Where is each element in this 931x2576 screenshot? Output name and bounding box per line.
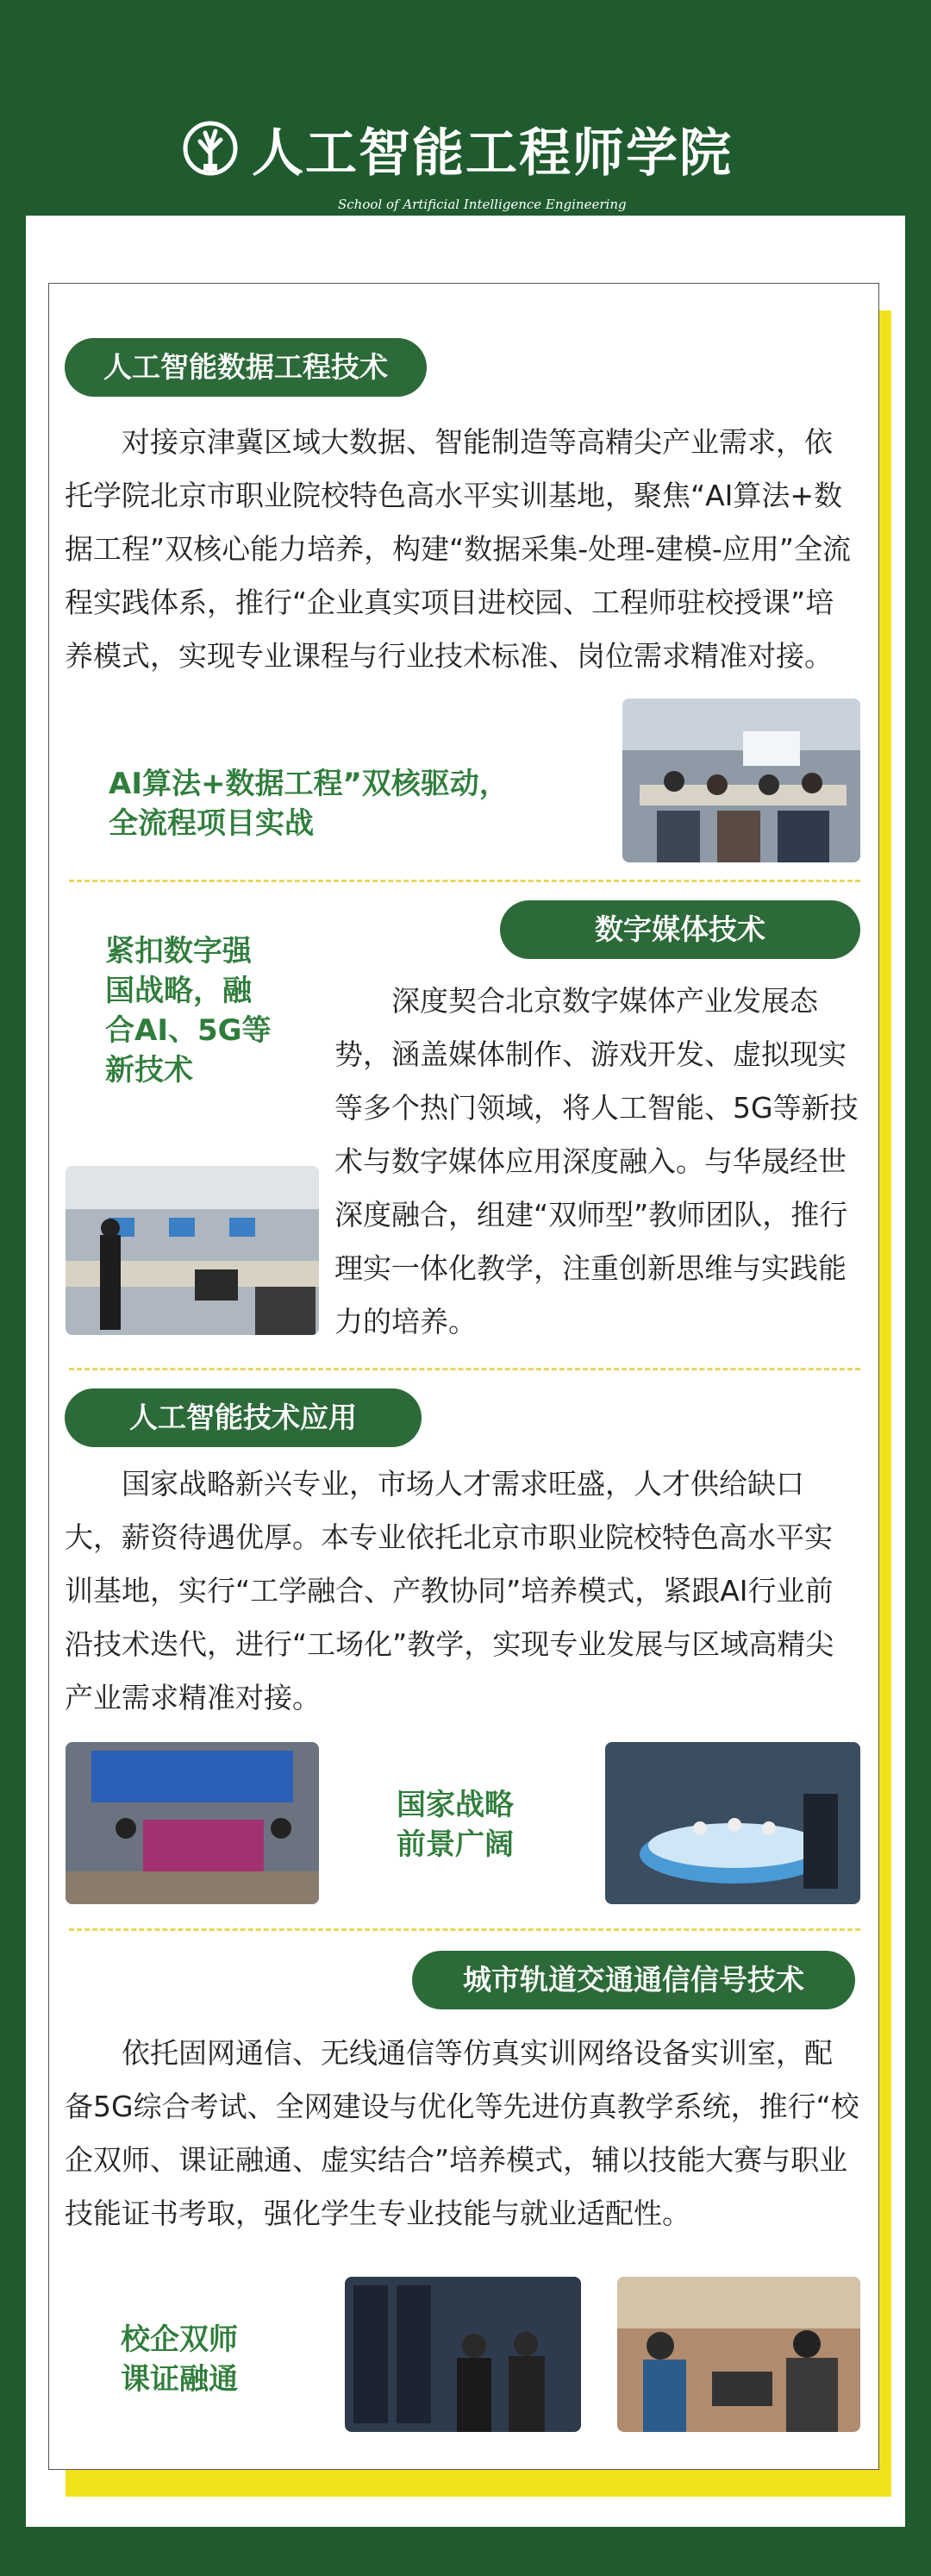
section-1-slogan-line: 全流程项目实战 — [109, 806, 314, 841]
computer-lab-photo — [66, 1166, 319, 1335]
section-2-slogan-line: 紧扣数字强 — [105, 934, 252, 968]
section-4-paragraph: 依托固网通信、无线通信等仿真实训网络设备实训室，配备5G综合考试、全网建设与优化等先进仿真教学系统，推行“校企双师、课证融通、虚实结合”培养模式，辅以技能大赛与职业技能证书考取，强化学生专业技能与就业适配性。 — [65, 2036, 859, 2230]
section-2-text — [334, 975, 860, 1349]
section-4-title: 城市轨道交通通信信号技术 — [412, 1951, 855, 2009]
robotics-exhibit-photo — [605, 1742, 860, 1904]
section-divider — [69, 1368, 860, 1370]
section-3-text — [65, 1457, 859, 1725]
section-4-text — [65, 2027, 859, 2241]
section-2-title: 数字媒体技术 — [500, 900, 860, 959]
section-2-slogan — [105, 931, 321, 1090]
section-4-slogan-line: 课证融通 — [121, 2362, 238, 2397]
section-1-slogan-line: AI算法+数据工程”双核驱动， — [109, 767, 509, 801]
page-subtitle: School of Artificial Intelligence Engineering — [338, 197, 627, 212]
section-3-title: 人工智能技术应用 — [65, 1388, 422, 1447]
section-divider — [69, 1928, 860, 1931]
server-room-photo — [345, 2277, 581, 2432]
section-3-slogan-line: 国家战略 — [397, 1788, 514, 1822]
section-4-slogan — [121, 2320, 310, 2399]
section-1-paragraph: 对接京津冀区域大数据、智能制造等高精尖产业需求，依托学院北京市职业院校特色高水平实训基地，聚焦“AI算法+数据工程”双核心能力培养，构建“数据采集-处理-建模-应用”全流程实践体系，推行“企业真实项目进校园、工程师驻校授课”培养模式，实现专业课程与行业技术标准、岗位需求精准对接。 — [65, 425, 852, 673]
section-3-slogan-line: 前景广阔 — [397, 1827, 514, 1862]
section-2-slogan-line: 新技术 — [105, 1053, 193, 1087]
section-2-paragraph: 深度契合北京数字媒体产业发展态势，涵盖媒体制作、游戏开发、虚拟现实等多个热门领域，将人工智能、5G等新技术与数字媒体应用深度融入。与华晟经世深度融合，组建“双师型”教师团队，推行理实一体化教学，注重创新思维与实践能力的培养。 — [334, 984, 859, 1338]
section-3-slogan — [397, 1785, 569, 1865]
section-1-text — [65, 416, 859, 683]
section-4-slogan-line: 校企双师 — [121, 2322, 238, 2357]
section-3-paragraph: 国家战略新兴专业，市场人才需求旺盛，人才供给缺口大，薪资待遇优厚。本专业依托北京市职业院校特色高水平实训基地，实行“工学融合、产教协同”培养模式，紧跟AI行业前沿技术迭代，进行“工场化”教学，实现专业发展与区域高精尖产业需求精准对接。 — [65, 1467, 834, 1714]
classroom-photo — [622, 699, 860, 862]
section-1-slogan — [109, 764, 557, 843]
section-1-title: 人工智能数据工程技术 — [65, 338, 427, 397]
section-2-slogan-line: 国战略，融 — [105, 974, 252, 1008]
tree-head-logo-icon — [183, 121, 238, 176]
students-laptop-photo — [617, 2277, 860, 2432]
competition-team-photo — [66, 1742, 319, 1904]
page-title: 人工智能工程师学院 — [252, 123, 733, 184]
section-2-slogan-line: 合AI、5G等 — [105, 1013, 272, 1048]
section-divider — [69, 880, 860, 882]
